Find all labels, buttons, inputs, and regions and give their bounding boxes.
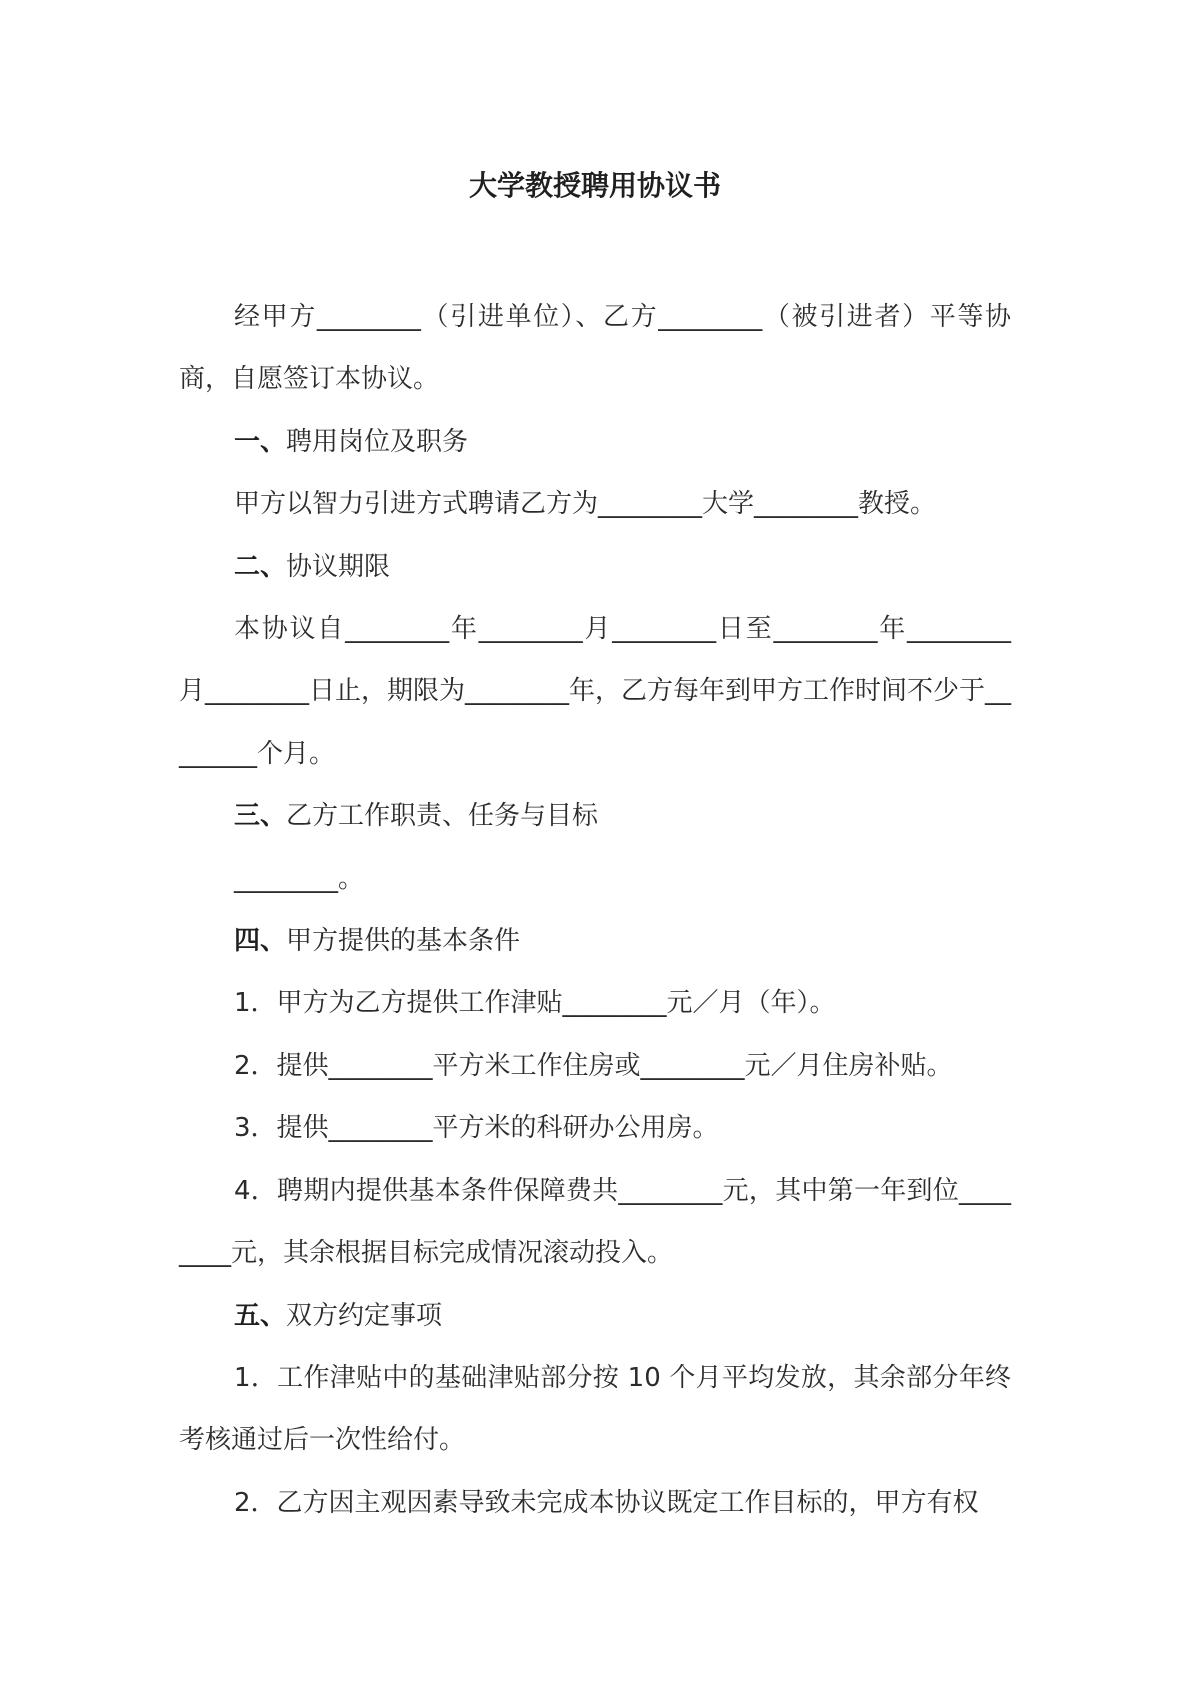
section-4-item-4: 4．聘期内提供基本条件保障费共________元，其中第一年到位________元，其余根据目标完成情况滚动投入。 [179, 1175, 1011, 1269]
section-heading-text: 乙方工作职责、任务与目标 [286, 801, 599, 832]
section-number: 五、 [234, 1300, 287, 1331]
section-number: 三、 [234, 801, 287, 832]
section-4-item-2: 2．提供________平方米工作住房或________元／月住房补贴。 [234, 1050, 953, 1081]
section-heading-1 [179, 411, 1011, 473]
section-heading-text: 双方约定事项 [286, 1300, 443, 1331]
intro-paragraph: 经甲方________（引进单位）、乙方________（被引进者）平等协商，自愿签订本协议。 [179, 302, 1011, 395]
section-5-item-2: 2．乙方因主观因素导致未完成本协议既定工作目标的，甲方有权 [234, 1487, 979, 1518]
section-1-paragraph-1: 甲方以智力引进方式聘请乙方为________大学________教授。 [234, 489, 937, 520]
document-body [179, 286, 1011, 1534]
section-5-item-1: 1．工作津贴中的基础津贴部分按 10 个月平均发放，其余部分年终考核通过后一次性给付。 [179, 1362, 1011, 1456]
section-heading-5 [179, 1285, 1011, 1347]
section-heading-4 [179, 910, 1011, 972]
section-number: 二、 [234, 551, 287, 582]
document-title: 大学教授聘用协议书 [468, 169, 721, 202]
section-heading-3 [179, 785, 1011, 847]
section-4-item-1: 1．甲方为乙方提供工作津贴________元／月（年）。 [234, 988, 836, 1019]
section-heading-text: 甲方提供的基本条件 [286, 926, 521, 957]
section-4-item-3: 3．提供________平方米的科研办公用房。 [234, 1113, 719, 1144]
section-number: 四、 [234, 926, 287, 957]
section-heading-text: 协议期限 [286, 551, 391, 582]
section-3-paragraph-1: ________。 [234, 863, 365, 894]
section-heading-text: 聘用岗位及职务 [286, 426, 469, 457]
section-number: 一、 [234, 426, 287, 457]
section-2-paragraph-1: 本协议自________年________月________日至________年________月________日止，期限为________年，乙方每年到甲方工作时间不少于________个月。 [179, 614, 1012, 769]
section-heading-2 [179, 536, 1011, 598]
